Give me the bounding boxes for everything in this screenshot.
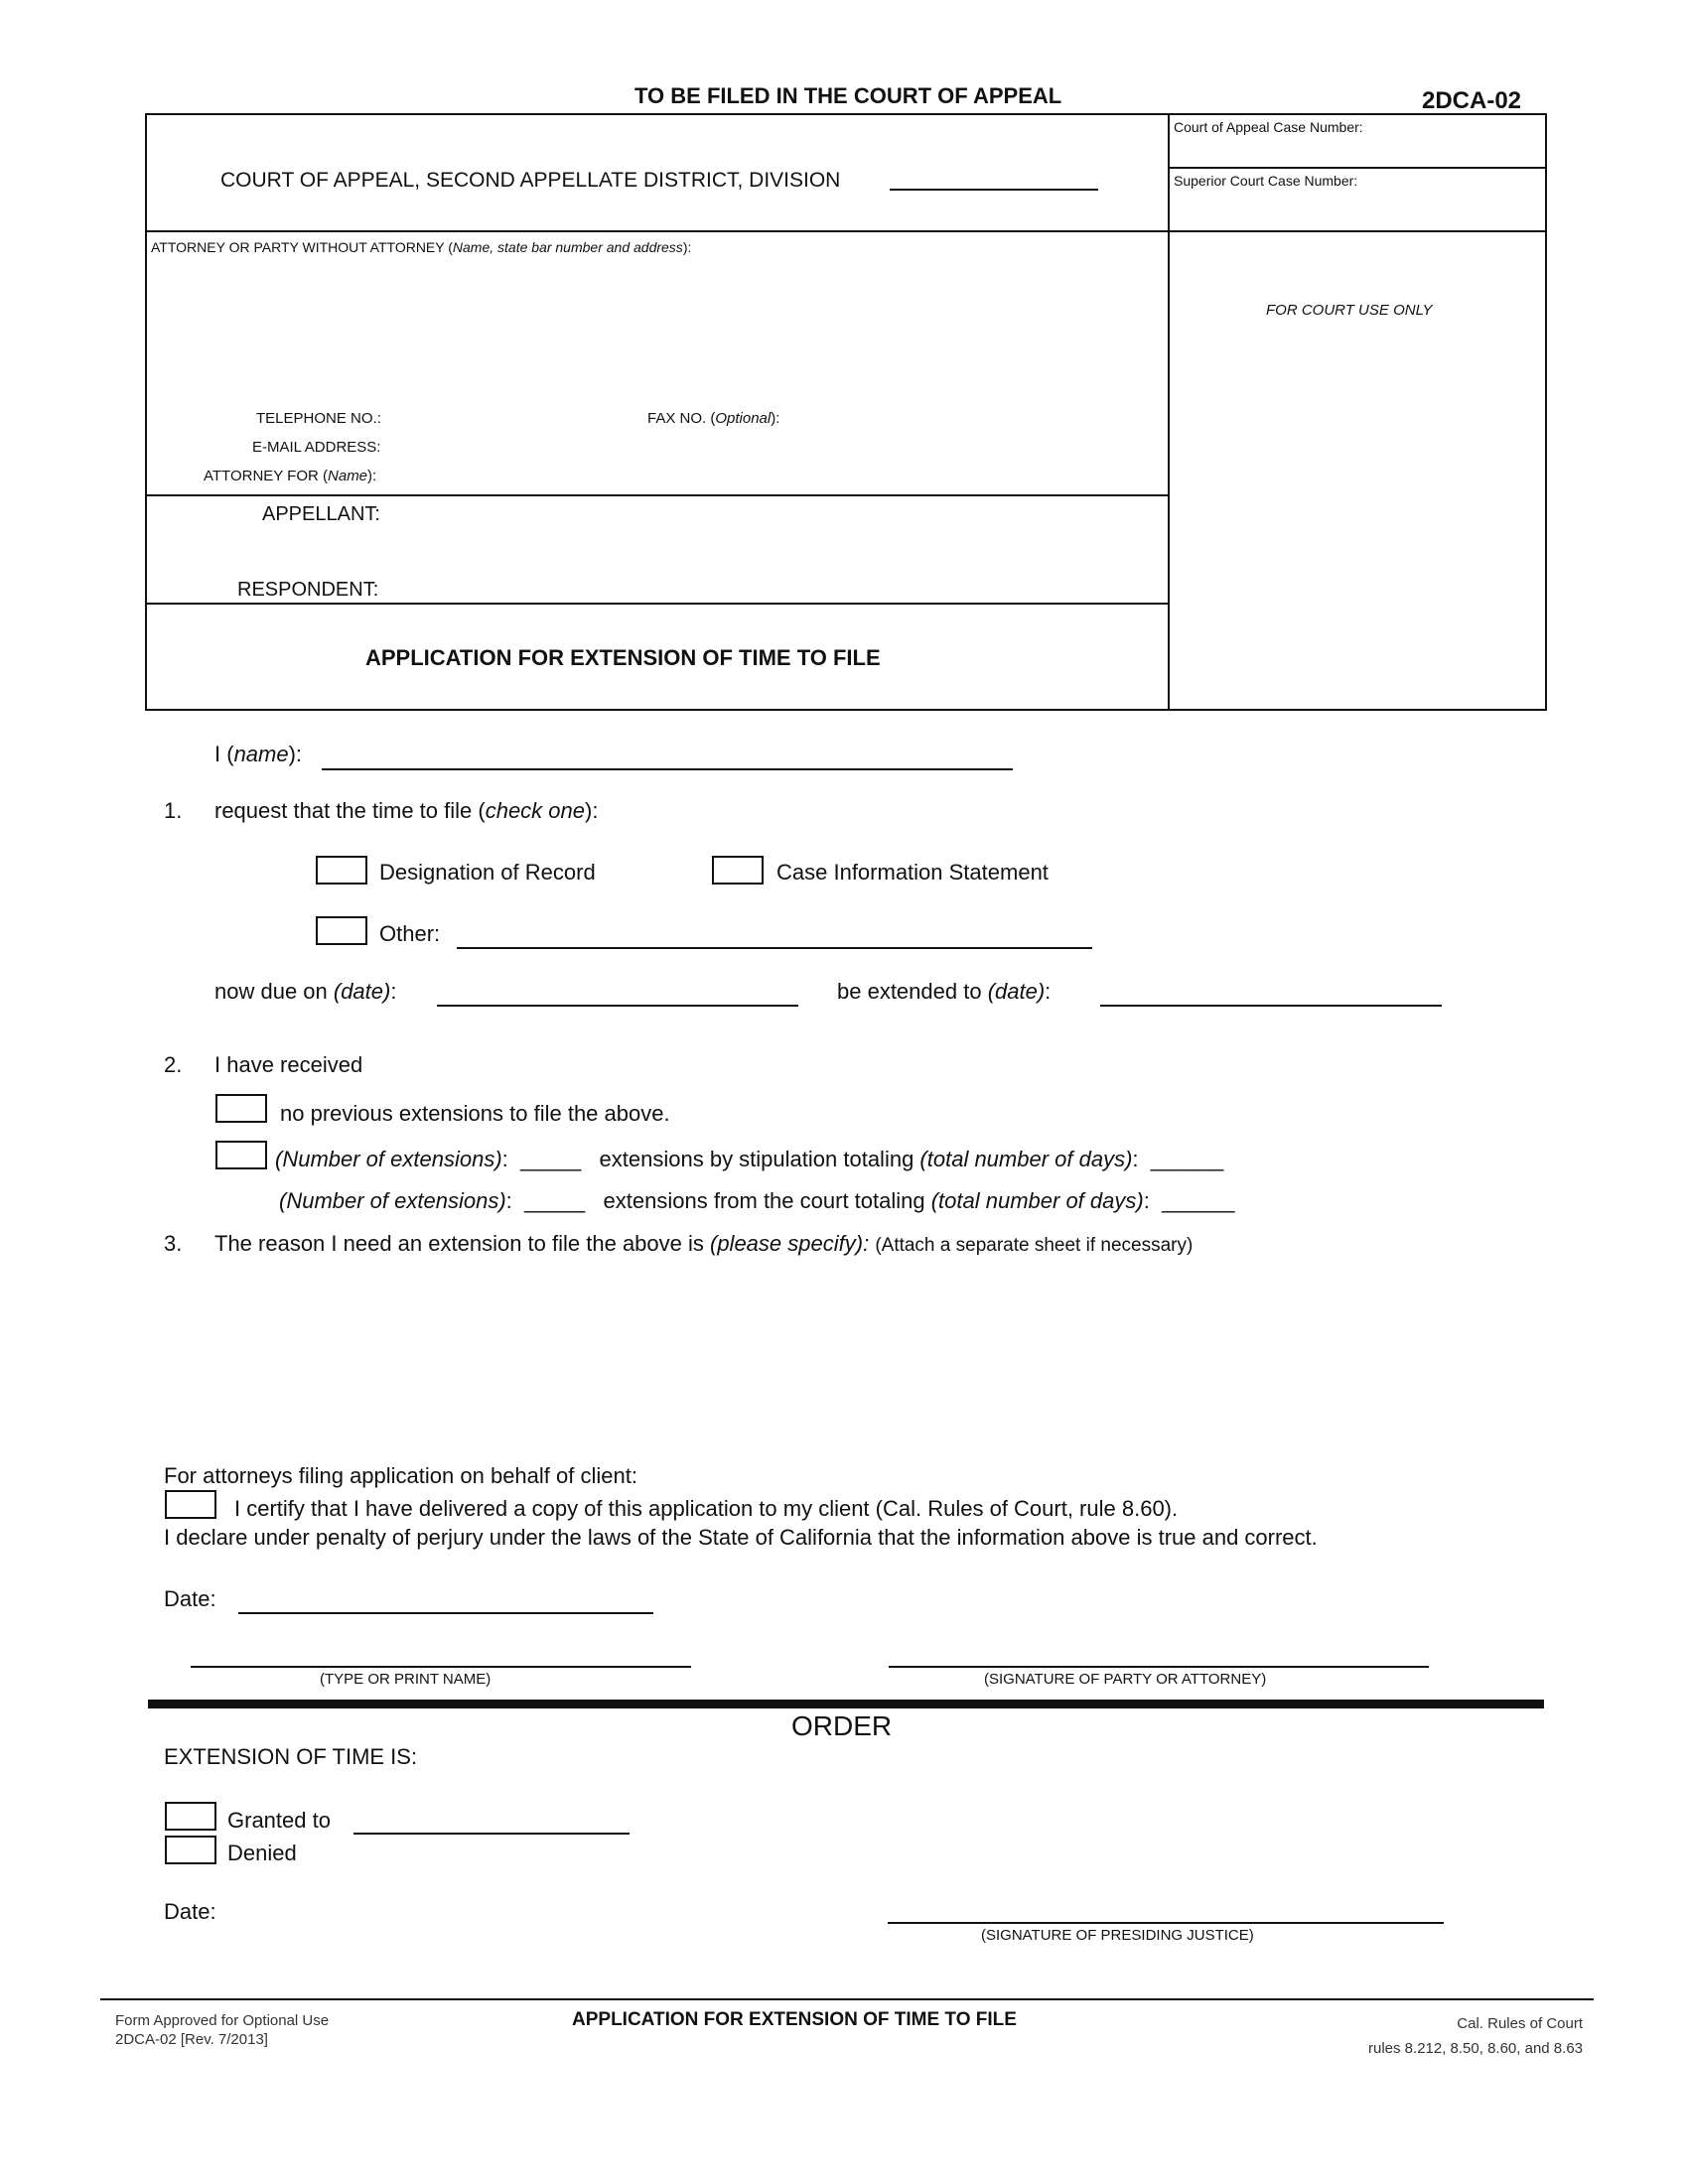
- certification-date-label: Date:: [164, 1586, 216, 1611]
- email-label: E-MAIL ADDRESS:: [252, 439, 381, 456]
- case-information-statement-label: Case Information Statement: [776, 860, 1049, 885]
- party-signature-field[interactable]: [889, 1644, 1429, 1668]
- appellant-field[interactable]: [407, 500, 1152, 528]
- item-3-text: The reason I need an extension to file the above is (please specify): (Attach a separate sheet if necessary): [214, 1231, 1194, 1256]
- attorney-label: ATTORNEY OR PARTY WITHOUT ATTORNEY (Name, state bar number and address):: [151, 239, 692, 255]
- case-information-statement-checkbox[interactable]: [712, 856, 764, 885]
- granted-label: Granted to: [227, 1808, 331, 1833]
- item-3-number: 3.: [164, 1231, 183, 1256]
- filed-in-heading: TO BE FILED IN THE COURT OF APPEAL: [634, 83, 1062, 108]
- caption-divider-parties: [145, 494, 1170, 496]
- footer-revision: 2DCA-02 [Rev. 7/2013]: [115, 2031, 268, 2048]
- certify-delivered-checkbox[interactable]: [165, 1490, 216, 1519]
- certification-date-field[interactable]: [238, 1590, 653, 1614]
- for-attorneys-label: For attorneys filing application on behalf of client:: [164, 1463, 637, 1488]
- fax-field[interactable]: [802, 407, 1150, 429]
- reason-field[interactable]: [214, 1263, 1456, 1451]
- previous-extensions-checkbox[interactable]: [215, 1141, 267, 1169]
- now-due-date-field[interactable]: [437, 983, 798, 1007]
- email-field[interactable]: [405, 436, 1150, 458]
- court-division-line: COURT OF APPEAL, SECOND APPELLATE DISTRICT, DIVISION: [220, 169, 841, 192]
- item-2-number: 2.: [164, 1052, 183, 1077]
- appeal-case-number-label: Court of Appeal Case Number:: [1174, 119, 1363, 135]
- respondent-field[interactable]: [407, 574, 1152, 602]
- other-field[interactable]: [457, 925, 1092, 949]
- extended-to-label: be extended to (date):: [837, 979, 1052, 1004]
- court-use-only: FOR COURT USE ONLY: [1266, 302, 1433, 319]
- division-field[interactable]: [890, 171, 1098, 191]
- now-due-label: now due on (date):: [214, 979, 397, 1004]
- party-signature-caption: (SIGNATURE OF PARTY OR ATTORNEY): [984, 1671, 1267, 1688]
- other-label: Other:: [379, 921, 441, 946]
- stipulation-count-blank[interactable]: _____: [520, 1147, 582, 1171]
- designation-of-record-label: Designation of Record: [379, 860, 596, 885]
- caption-divider-case-numbers: [1168, 167, 1547, 169]
- stipulation-days-blank[interactable]: ______: [1150, 1147, 1224, 1171]
- denied-label: Denied: [227, 1841, 297, 1865]
- print-name-caption: (TYPE OR PRINT NAME): [320, 1671, 492, 1688]
- attorney-address-field[interactable]: [151, 260, 1154, 399]
- footer-approved: Form Approved for Optional Use: [115, 2012, 330, 2029]
- denied-checkbox[interactable]: [165, 1836, 216, 1864]
- form-title: APPLICATION FOR EXTENSION OF TIME TO FILE: [365, 645, 881, 670]
- appeal-case-number-field[interactable]: [1172, 139, 1539, 165]
- footer-rule: [100, 1998, 1594, 2000]
- item-2-text: I have received: [214, 1052, 363, 1077]
- no-previous-extensions-checkbox[interactable]: [215, 1094, 267, 1123]
- order-date-label: Date:: [164, 1899, 216, 1924]
- form-code: 2DCA-02: [1422, 87, 1522, 114]
- no-previous-extensions-label: no previous extensions to file the above.: [280, 1101, 670, 1126]
- certify-delivered-label: I certify that I have delivered a copy of this application to my client (Cal. Rules of Court, rule 8.60).: [234, 1496, 1179, 1521]
- superior-case-number-field[interactable]: [1172, 193, 1539, 228]
- telephone-field[interactable]: [405, 407, 633, 429]
- court-days-blank[interactable]: ______: [1162, 1188, 1235, 1213]
- other-checkbox[interactable]: [316, 916, 367, 945]
- extension-is-label: EXTENSION OF TIME IS:: [164, 1744, 418, 1769]
- attorney-for-field[interactable]: [405, 465, 1150, 486]
- name-field[interactable]: [322, 747, 1013, 770]
- court-extensions-line: (Number of extensions): _____ extensions from the court totaling (total number of days): ______: [279, 1188, 1235, 1213]
- caption-divider-vertical: [1168, 113, 1170, 711]
- justice-signature-caption: (SIGNATURE OF PRESIDING JUSTICE): [981, 1927, 1254, 1944]
- justice-signature-field[interactable]: [888, 1900, 1444, 1924]
- granted-to-field[interactable]: [353, 1813, 630, 1835]
- court-count-blank[interactable]: _____: [524, 1188, 586, 1213]
- extended-to-date-field[interactable]: [1100, 983, 1442, 1007]
- stipulation-extensions-line: (Number of extensions): _____ extensions by stipulation totaling (total number of days): ______: [275, 1147, 1224, 1171]
- caption-divider-court: [145, 230, 1547, 232]
- name-label: I (name):: [214, 742, 303, 766]
- item-1-text: request that the time to file (check one):: [214, 798, 599, 823]
- footer-title: APPLICATION FOR EXTENSION OF TIME TO FILE: [572, 2009, 1017, 2030]
- footer-rules-1: Cal. Rules of Court: [1457, 2015, 1583, 2032]
- designation-of-record-checkbox[interactable]: [316, 856, 367, 885]
- order-heading: ORDER: [791, 1710, 893, 1741]
- granted-checbox[interactable]: [165, 1802, 216, 1831]
- caption-divider-title: [145, 603, 1170, 605]
- footer-rules-2: rules 8.212, 8.50, 8.60, and 8.63: [1368, 2040, 1583, 2057]
- superior-case-number-label: Superior Court Case Number:: [1174, 173, 1358, 189]
- declaration-text: I declare under penalty of perjury under the laws of the State of California that the information above is true and correct.: [164, 1525, 1318, 1550]
- item-1-number: 1.: [164, 798, 183, 823]
- print-name-field[interactable]: [191, 1644, 691, 1668]
- attorney-for-label: ATTORNEY FOR (Name):: [204, 468, 377, 484]
- telephone-label: TELEPHONE NO.:: [256, 410, 381, 427]
- fax-label: FAX NO. (Optional):: [647, 410, 780, 427]
- appellant-label: APPELLANT:: [262, 503, 380, 525]
- respondent-label: RESPONDENT:: [237, 579, 379, 601]
- order-divider-bar: [148, 1700, 1544, 1708]
